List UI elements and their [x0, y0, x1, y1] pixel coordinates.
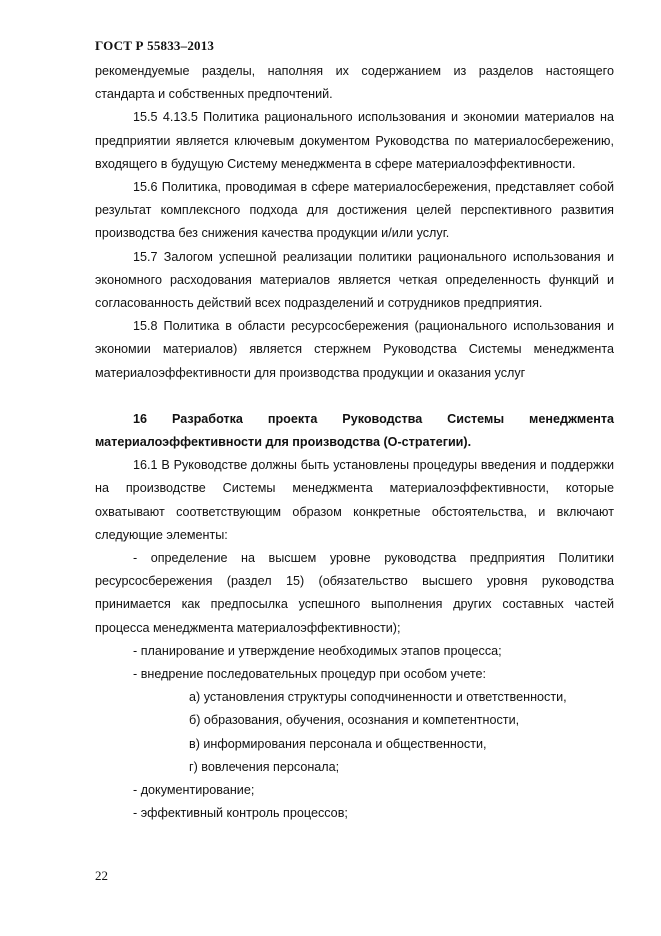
paragraph-15-6: 15.6 Политика, проводимая в сфере материалосбережения, представляет собой результат комплексного подхода для достижения целей перспективного развития производства без снижения качества продукции и/или услуг. — [95, 180, 614, 241]
list-item-policy: - определение на высшем уровне руководства предприятия Политики ресурсосбережения (раздел 15) (обязательство высшего уровня руководства принимается как предпосылка успешного выполнения других составных частей процесса менеджмента материалоэффективности); — [95, 551, 614, 635]
sub-item-b: б) образования, обучения, осознания и компетентности, — [189, 713, 520, 728]
paragraph-15-5: 15.5 4.13.5 Политика рационального использования и экономии материалов на предприятии является ключевым документом Руководства по материалосбережению, входящего в будущую Систему менеджмента в сфере материалоэффективности. — [95, 110, 614, 171]
list-item-documentation: - документирование; — [133, 783, 255, 798]
sub-item-c: в) информирования персонала и общественности, — [189, 736, 487, 751]
page-number: 22 — [95, 868, 108, 883]
sub-item-d: г) вовлечения персонала; — [189, 759, 340, 774]
paragraph-15-8: 15.8 Политика в области ресурсосбережения (рационального использования и экономии материалов) является стержнем Руководства Системы менеджмента материалоэффективности для производства продукции и оказания услуг — [95, 319, 614, 380]
paragraph-intro: рекомендуемые разделы, наполняя их содержанием из разделов настоящего стандарта и собственных предпочтений. — [95, 64, 614, 102]
list-item-process-control: - эффективный контроль процессов; — [133, 806, 348, 821]
paragraph-15-7: 15.7 Залогом успешной реализации политики рационального использования и экономного расходования материалов является четкая определенность функций и согласованность действий всех подразделений и сотрудников предприятия. — [95, 249, 614, 311]
document-header: ГОСТ Р 55833–2013 — [95, 38, 215, 53]
list-item-implementation: - внедрение последовательных процедур при особом учете: — [133, 667, 487, 682]
paragraph-16-1: 16.1 В Руководстве должны быть установлены процедуры введения и поддержки на производстве Системы менеджмента материалоэффективности, которые охватывают соответствующим образом конкретные обстоятельства, и включают следующие элементы: — [95, 458, 614, 542]
list-item-planning: - планирование и утверждение необходимых этапов процесса; — [133, 643, 502, 658]
section-heading-16: 16 Разработка проекта Руководства Системы менеджмента материалоэффективности для производства (О-стратегии). — [95, 411, 614, 450]
sub-item-a: а) установления структуры соподчиненности и ответственности, — [189, 690, 567, 705]
document-body — [95, 60, 614, 826]
